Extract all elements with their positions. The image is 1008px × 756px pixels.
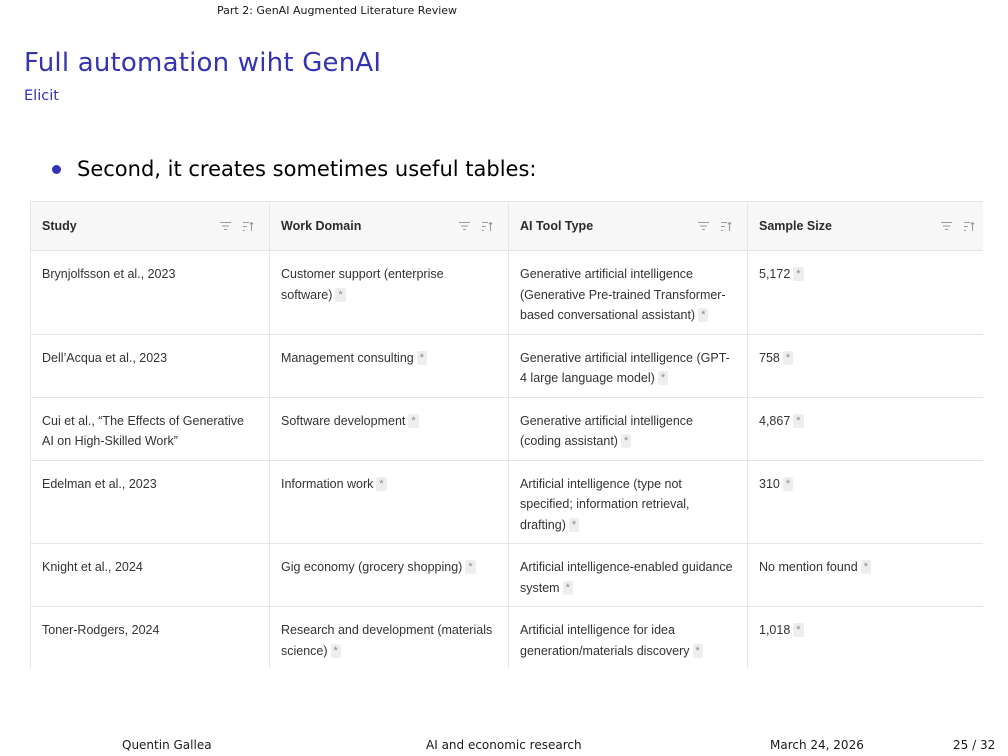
cell-ai-tool-type [509,251,748,335]
sort-icon[interactable] [243,222,254,231]
citation-marker[interactable]: * [376,477,386,491]
table-row [31,607,984,669]
citation-marker[interactable]: * [861,560,871,574]
cell-text: 5,172 [759,267,791,281]
filter-icon[interactable] [459,222,470,230]
cell-text: Generative artificial intelligence (coding assistant) [520,413,694,448]
cell-ai-tool-type [509,397,748,460]
cell-text: Toner-Rodgers, 2024 [42,623,160,637]
footer-author: Quentin Gallea [122,738,212,752]
cell-text: Brynjolfsson et al., 2023 [42,267,176,281]
citation-marker[interactable]: * [793,414,803,428]
citation-marker[interactable]: * [465,560,475,574]
cell-text: Information work [281,476,374,491]
citation-marker[interactable]: * [621,434,631,448]
citation-marker[interactable]: * [793,267,803,281]
header-row [31,202,984,251]
frame-title: Full automation wiht GenAI [24,48,382,78]
cell-text: Dell’Acqua et al., 2023 [42,350,168,365]
column-header-label: Sample Size [759,219,832,233]
cell-text: Knight et al., 2024 [42,560,143,574]
citation-marker[interactable]: * [693,644,703,658]
footer-date: March 24, 2026 [770,738,864,752]
cell-text: 758 [759,350,780,365]
bullet-text: Second, it creates sometimes useful tables: [77,157,537,181]
citation-marker[interactable]: * [408,414,418,428]
cell-text: Artificial intelligence for idea generation/materials discovery [520,623,690,658]
cell-text: Artificial intelligence-enabled guidance system [520,560,733,595]
cell-work-domain [270,397,509,460]
filter-icon[interactable] [941,222,952,230]
filter-icon[interactable] [698,222,709,230]
cell-text: Edelman et al., 2023 [42,476,157,491]
column-header-study[interactable] [31,202,270,251]
cell-study [31,397,270,460]
cell-study [31,460,270,544]
table-row [31,460,984,544]
cell-text: 4,867 [759,413,791,428]
cell-study [31,334,270,397]
citation-marker[interactable]: * [563,581,573,595]
column-header-ai-tool-type[interactable] [509,202,748,251]
cell-text: Gig economy (grocery shopping) [281,560,463,574]
bullet-item [52,157,536,181]
cell-sample-size [748,544,984,607]
bullet-icon [52,165,61,174]
column-header-label: Study [42,219,77,233]
sort-icon[interactable] [964,222,975,231]
cell-ai-tool-type [509,607,748,669]
column-header-work-domain[interactable] [270,202,509,251]
citation-marker[interactable]: * [658,371,668,385]
cell-work-domain [270,607,509,669]
filter-icon[interactable] [220,222,231,230]
cell-work-domain [270,544,509,607]
citation-marker[interactable]: * [417,351,427,365]
column-header-label: AI Tool Type [520,219,594,233]
footer-talk-title: AI and economic research [426,738,582,752]
table-row [31,334,984,397]
cell-text: Artificial intelligence (type not specified; information retrieval, drafting) [520,476,690,532]
citation-marker[interactable]: * [569,518,579,532]
cell-work-domain [270,251,509,335]
citation-marker[interactable]: * [335,288,345,302]
cell-text: Generative artificial intelligence (GPT-4 large language model) [520,350,730,385]
results-grid [30,201,983,668]
citation-marker[interactable]: * [783,477,793,491]
cell-work-domain [270,460,509,544]
cell-sample-size [748,460,984,544]
cell-text: Generative artificial intelligence (Generative Pre-trained Transformer-based conversational assistant) [520,267,726,322]
cell-sample-size [748,397,984,460]
citation-marker[interactable]: * [783,351,793,365]
results-table [30,201,983,668]
cell-ai-tool-type [509,544,748,607]
cell-sample-size [748,251,984,335]
citation-marker[interactable]: * [793,623,803,637]
column-header-label: Work Domain [281,219,362,233]
cell-text: Management consulting [281,350,414,365]
table-row [31,397,984,460]
cell-text: Software development [281,413,406,428]
cell-text: Customer support (enterprise software) [281,267,444,302]
footer-page-number: 25 / 32 [953,738,996,752]
cell-text: 310 [759,476,780,491]
sort-icon[interactable] [721,222,732,231]
cell-sample-size [748,334,984,397]
table-row [31,251,984,335]
cell-text: Cui et al., “The Effects of Generative AI on High-Skilled Work” [42,413,244,448]
cell-text: Research and development (materials science) [281,623,493,658]
section-header: Part 2: GenAI Augmented Literature Review [217,4,458,17]
cell-sample-size [748,607,984,669]
table-row [31,544,984,607]
cell-ai-tool-type [509,334,748,397]
sort-icon[interactable] [482,222,493,231]
cell-study [31,251,270,335]
cell-study [31,607,270,669]
cell-work-domain [270,334,509,397]
citation-marker[interactable]: * [698,308,708,322]
column-header-sample-size[interactable] [748,202,984,251]
frame-subtitle: Elicit [24,88,59,104]
cell-study [31,544,270,607]
cell-text: No mention found [759,560,858,574]
cell-text: 1,018 [759,623,791,637]
cell-ai-tool-type [509,460,748,544]
citation-marker[interactable]: * [331,644,341,658]
